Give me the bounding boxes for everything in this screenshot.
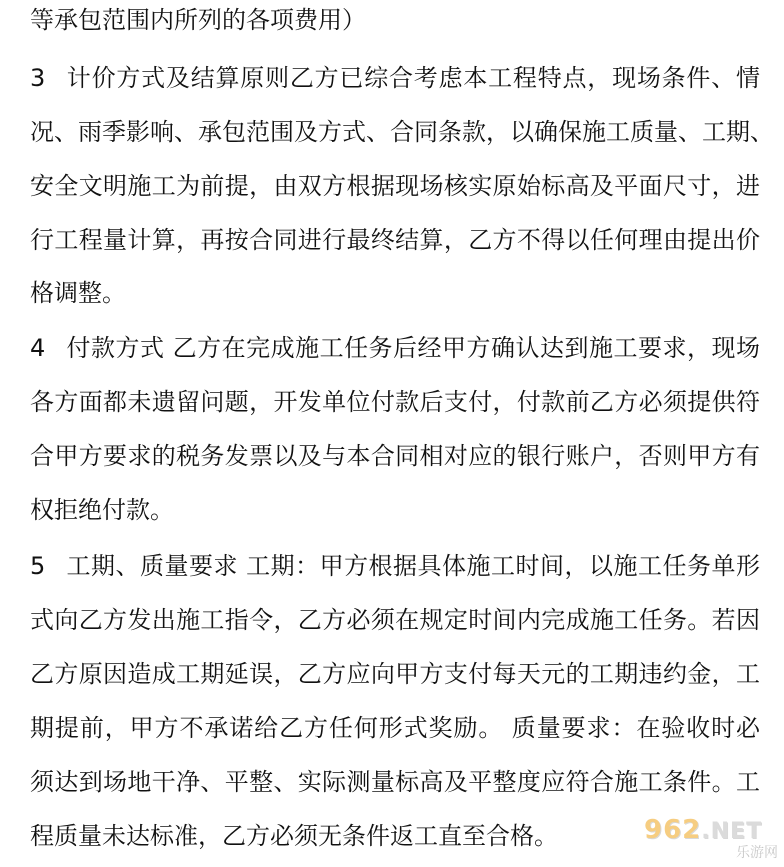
line-text: 须达到场地干净、平整、实际测量标高及平整度应符合施工条件。工 <box>30 768 760 796</box>
watermark-logo-suffix: .NET <box>701 819 763 844</box>
paragraph-line <box>30 273 760 313</box>
line-text: 行工程量计算，再按合同进行最终结算，乙方不得以任何理由提出价 <box>30 226 760 254</box>
clause-number: 5 <box>30 552 46 580</box>
paragraph-line <box>30 490 760 530</box>
paragraph-line <box>30 328 760 368</box>
paragraph-line <box>30 166 760 206</box>
paragraph-line <box>30 112 774 152</box>
watermark-logo-text: 962 <box>644 815 702 845</box>
paragraph-line <box>30 58 760 98</box>
paragraph-line <box>30 600 760 640</box>
line-text: 况、雨季影响、承包范围及方式、合同条款，以确保施工质量、工期、 <box>30 118 774 146</box>
line-text: 安全文明施工为前提，由双方根据现场核实原始标高及平面尺寸，进 <box>30 172 760 200</box>
line-text: 工期、质量要求 工期：甲方根据具体施工时间，以施工任务单形 <box>66 552 760 580</box>
watermark-logo <box>644 815 780 845</box>
paragraph-line <box>30 762 760 802</box>
clause-number: 4 <box>30 334 46 362</box>
paragraph-line <box>30 546 760 586</box>
watermark-subtitle: 乐游网 <box>736 845 778 861</box>
site-watermark <box>644 813 780 863</box>
paragraph-line <box>30 708 760 748</box>
line-text: 计价方式及结算原则乙方已综合考虑本工程特点，现场条件、情 <box>66 64 760 92</box>
line-text: 权拒绝付款。 <box>30 496 174 524</box>
paragraph-line <box>30 382 760 422</box>
paragraph-line <box>30 0 760 40</box>
line-text: 付款方式 乙方在完成施工任务后经甲方确认达到施工要求，现场 <box>66 334 760 362</box>
line-text: 期提前，甲方不承诺给乙方任何形式奖励。 质量要求：在验收时必 <box>30 714 760 742</box>
clause-number: 3 <box>30 64 46 92</box>
paragraph-line <box>30 436 760 476</box>
line-text: 式向乙方发出施工指令，乙方必须在规定时间内完成施工任务。若因 <box>30 606 760 634</box>
paragraph-line <box>30 220 760 260</box>
line-text: 乙方原因造成工期延误，乙方应向甲方支付每天元的工期违约金，工 <box>30 660 760 688</box>
line-text: 等承包范围内所列的各项费用） <box>30 6 366 34</box>
line-text: 格调整。 <box>30 279 126 307</box>
paragraph-line <box>30 654 760 694</box>
line-text: 各方面都未遗留问题，开发单位付款后支付，付款前乙方必须提供符 <box>30 388 760 416</box>
line-text: 合甲方要求的税务发票以及与本合同相对应的银行账户，否则甲方有 <box>30 442 760 470</box>
line-text: 程质量未达标准，乙方必须无条件返工直至合格。 <box>30 822 558 850</box>
